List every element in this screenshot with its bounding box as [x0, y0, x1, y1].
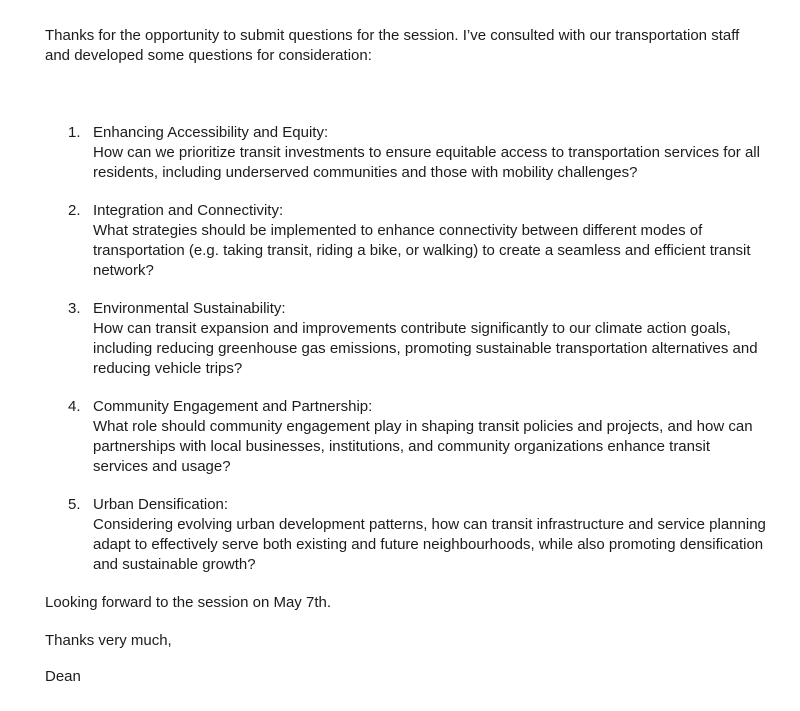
intro-paragraph: Thanks for the opportunity to submit questions for the session. I’ve consulted with our transportation staff and developed some questions for consideration:	[45, 27, 740, 64]
item-heading: Environmental Sustainability:	[93, 300, 286, 317]
item-question: What strategies should be implemented to enhance connectivity between different modes of transportation (e.g. taking transit, riding a bike, or walking) to create a seamless and efficient transit network?	[93, 222, 751, 279]
list-item	[45, 495, 775, 575]
item-number: 5.	[68, 496, 81, 513]
item-question: How can transit expansion and improvements contribute significantly to our climate action goals, including reducing greenhouse gas emissions, promoting sustainable transportation alternatives and reducing vehicle trips?	[93, 320, 758, 377]
closing-line: Looking forward to the session on May 7th.	[45, 594, 331, 611]
item-heading: Urban Densification:	[93, 496, 229, 513]
item-number: 1.	[68, 124, 81, 141]
item-heading: Enhancing Accessibility and Equity:	[93, 124, 329, 141]
item-number: 4.	[68, 398, 81, 415]
item-question: How can we prioritize transit investments to ensure equitable access to transportation services for all residents, including underserved communities and those with mobility challenges?	[93, 144, 760, 181]
item-heading: Integration and Connectivity:	[93, 202, 284, 219]
signature: Dean	[45, 668, 81, 685]
item-number: 2.	[68, 202, 81, 219]
item-question: Considering evolving urban development patterns, how can transit infrastructure and service planning adapt to effectively serve both existing and future neighbourhoods, while also promoting densification and sustainable growth?	[93, 516, 766, 573]
list-item	[45, 397, 775, 477]
list-item	[45, 123, 775, 183]
item-heading: Community Engagement and Partnership:	[93, 398, 373, 415]
list-item	[45, 299, 775, 379]
item-question: What role should community engagement play in shaping transit policies and projects, and how can partnerships with local businesses, institutions, and community organizations enhance transit services and usage?	[93, 418, 753, 475]
sign-off: Thanks very much,	[45, 632, 172, 649]
list-item	[45, 201, 775, 281]
questions-list	[45, 123, 775, 593]
item-number: 3.	[68, 300, 81, 317]
